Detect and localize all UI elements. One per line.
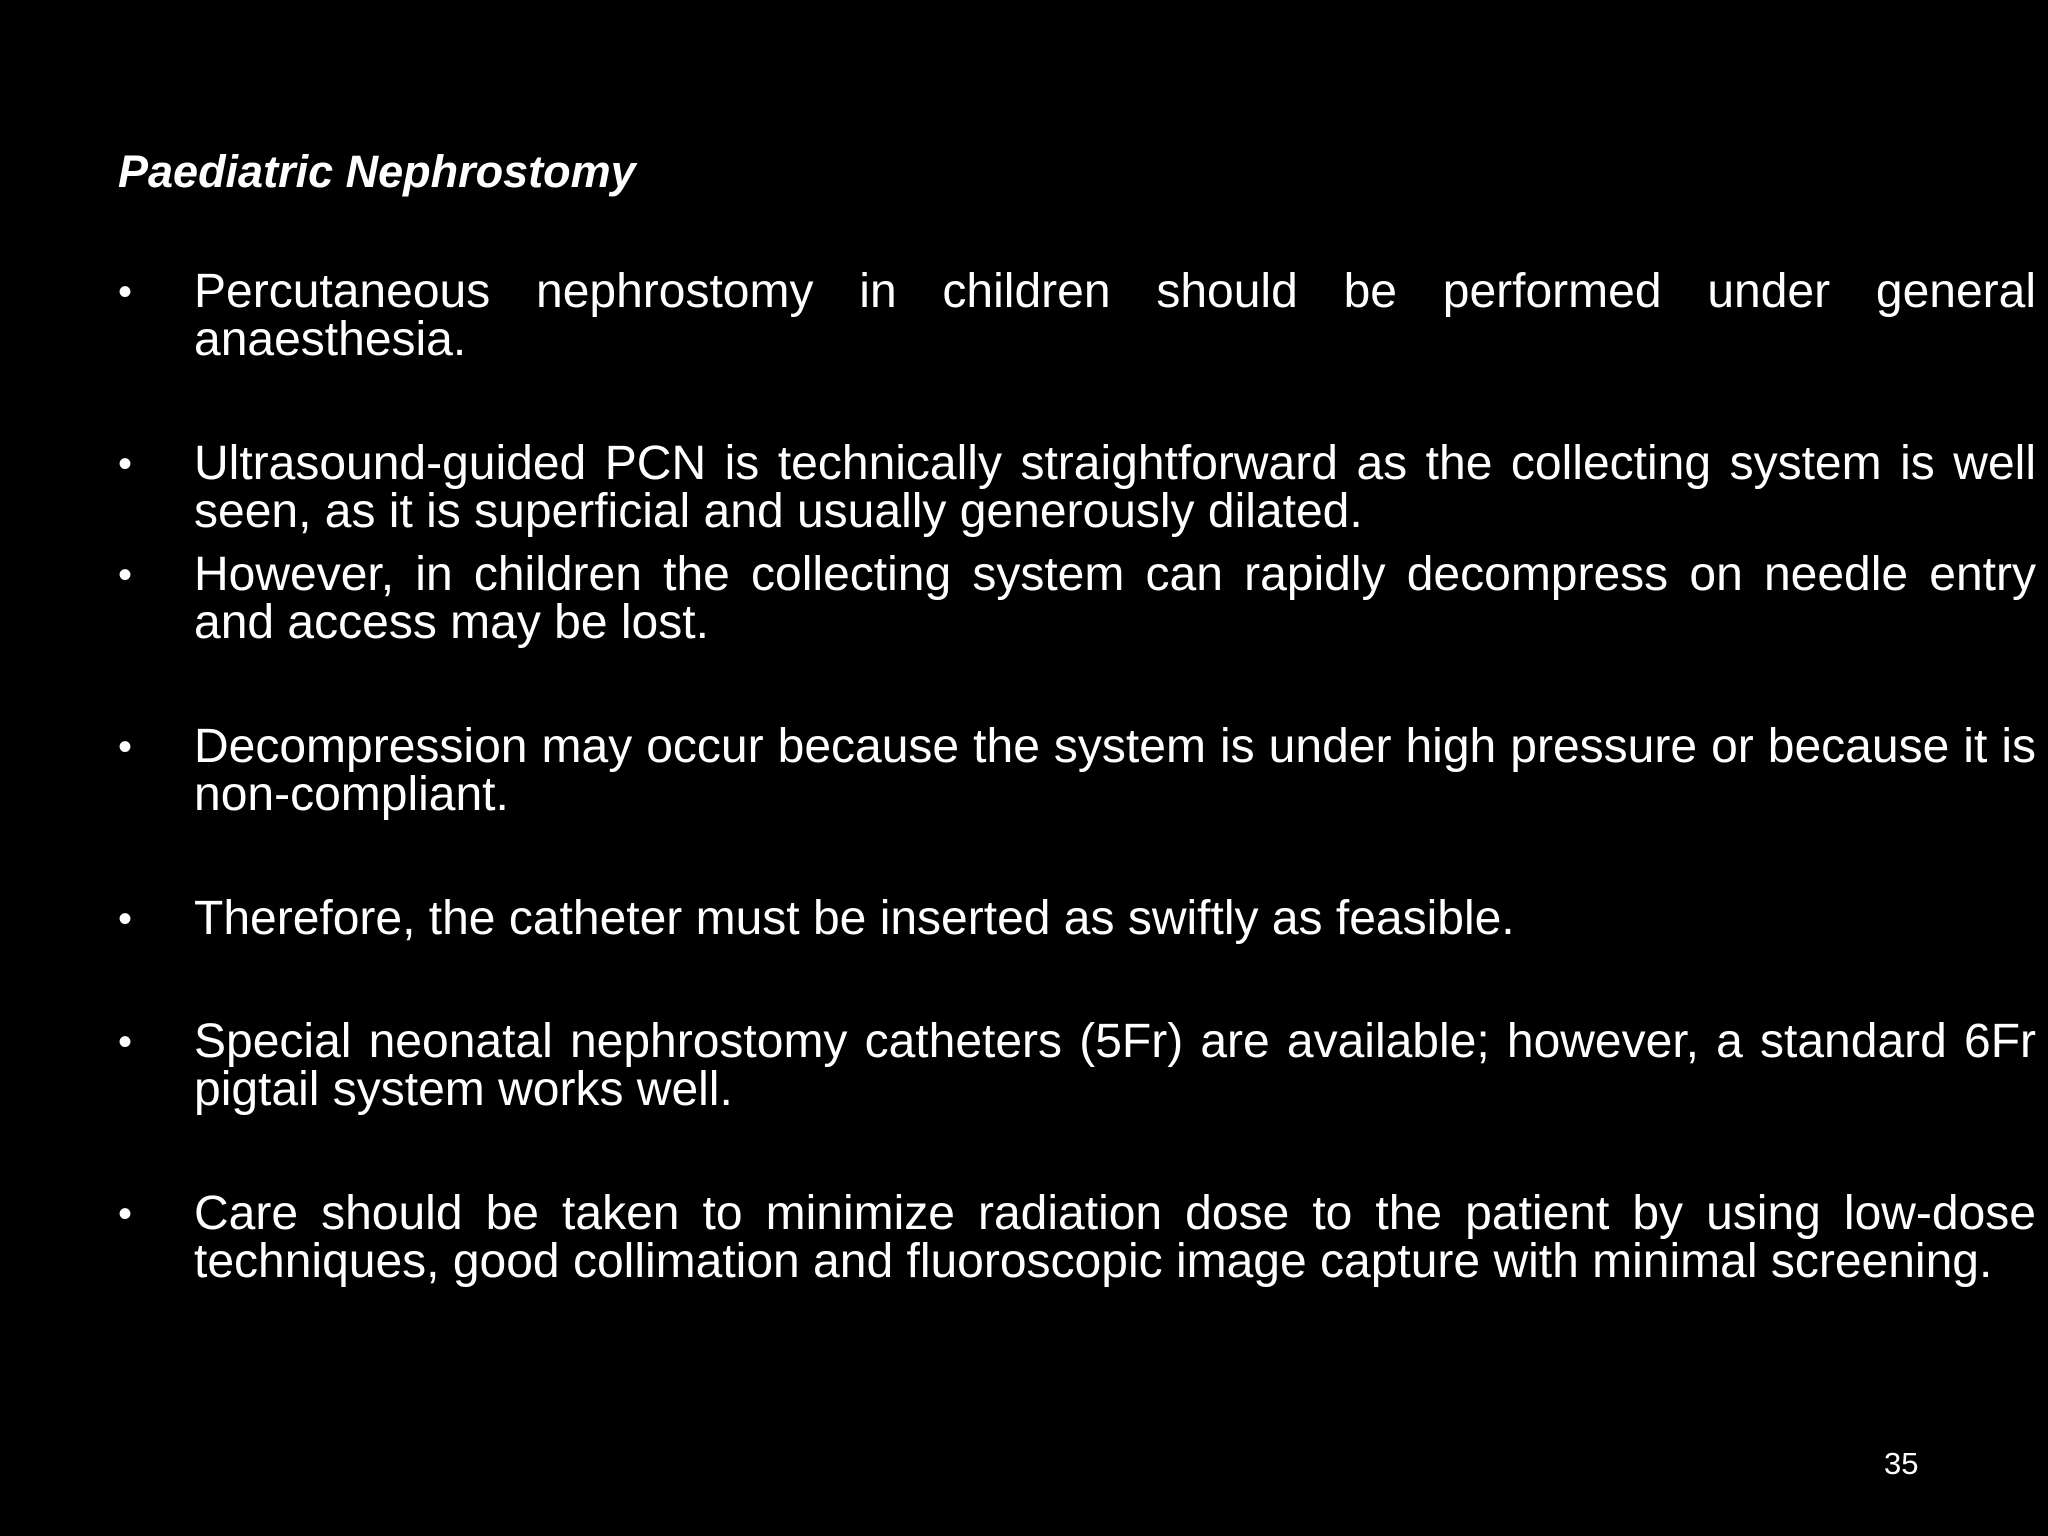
bullet-icon: • xyxy=(118,1020,133,1064)
page-number: 35 xyxy=(1884,1446,1919,1481)
bullet-text: Therefore, the catheter must be inserted as swiftly as feasible. xyxy=(194,892,1515,945)
bullet-text: Care should be taken to minimize radiation dose to the patient by using low-dose techniques, good collimation and fluoroscopic image capture with minimal screening. xyxy=(194,1187,2036,1288)
bullet-icon: • xyxy=(118,553,133,597)
bullet-icon: • xyxy=(118,442,133,486)
bullet-text: Special neonatal nephrostomy catheters (5Fr) are available; however, a standard 6Fr pigtail system works well. xyxy=(194,1015,2036,1116)
bullet-text: However, in children the collecting system can rapidly decompress on needle entry and access may be lost. xyxy=(194,548,2036,649)
bullet-icon: • xyxy=(118,270,133,314)
bullet-text: Percutaneous nephrostomy in children should be performed under general anaesthesia. xyxy=(194,265,2036,366)
bullet-icon: • xyxy=(118,1192,133,1236)
bullet-text: Ultrasound-guided PCN is technically straightforward as the collecting system is well seen, as it is superficial and usually generously dilated. xyxy=(194,437,2036,538)
bullet-text: Decompression may occur because the system is under high pressure or because it is non-compliant. xyxy=(194,720,2036,821)
bullet-icon: • xyxy=(118,725,133,769)
bullet-icon: • xyxy=(118,897,133,941)
slide-title: Paediatric Nephrostomy xyxy=(118,146,636,197)
